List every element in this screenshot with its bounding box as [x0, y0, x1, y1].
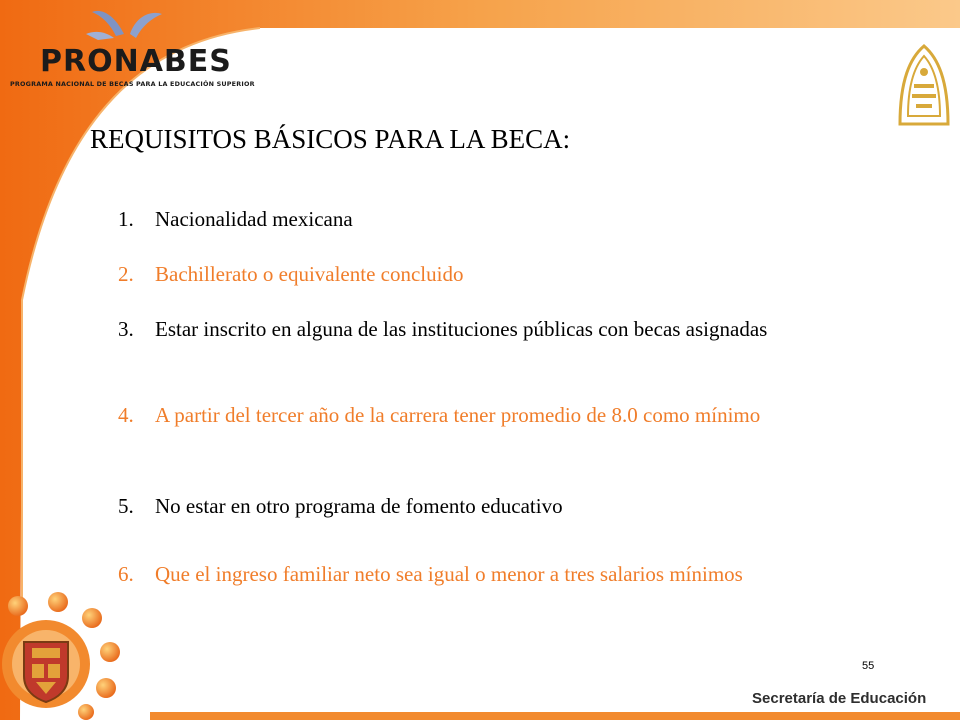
- state-emblem-icon: [2, 584, 132, 720]
- list-item-text: Estar inscrito en alguna de las instituciones públicas con becas asignadas: [155, 317, 768, 341]
- list-item-text: A partir del tercer año de la carrera tener promedio de 8.0 como mínimo: [155, 403, 761, 427]
- list-item-number: 5.: [118, 494, 134, 518]
- list-item-number: 1.: [118, 207, 134, 231]
- logo-name: PRONABES: [40, 44, 232, 79]
- list-item: [118, 402, 908, 429]
- page-title: REQUISITOS BÁSICOS PARA LA BECA:: [90, 124, 571, 154]
- list-item-text: Nacionalidad mexicana: [155, 207, 353, 231]
- list-item-text: No estar en otro programa de fomento educativo: [155, 494, 563, 518]
- list-item-number: 3.: [118, 317, 134, 341]
- list-item-text: Que el ingreso familiar neto sea igual o menor a tres salarios mínimos: [155, 562, 743, 586]
- crest-icon: [898, 44, 950, 126]
- logo-subtitle: PROGRAMA NACIONAL DE BECAS PARA LA EDUCACIÓN SUPERIOR: [10, 80, 255, 88]
- list-item: [118, 206, 908, 233]
- list-item: [118, 493, 908, 520]
- list-item: [118, 316, 908, 343]
- list-item: [118, 261, 908, 288]
- footer-institution: Secretaría de Educación: [752, 690, 927, 707]
- list-item-number: 6.: [118, 562, 134, 586]
- page-number: 55: [862, 660, 875, 672]
- list-item-text: Bachillerato o equivalente concluido: [155, 262, 464, 286]
- pronabes-logo: [6, 4, 266, 88]
- list-item-number: 4.: [118, 403, 134, 427]
- list-item-number: 2.: [118, 262, 134, 286]
- list-item: [118, 561, 908, 588]
